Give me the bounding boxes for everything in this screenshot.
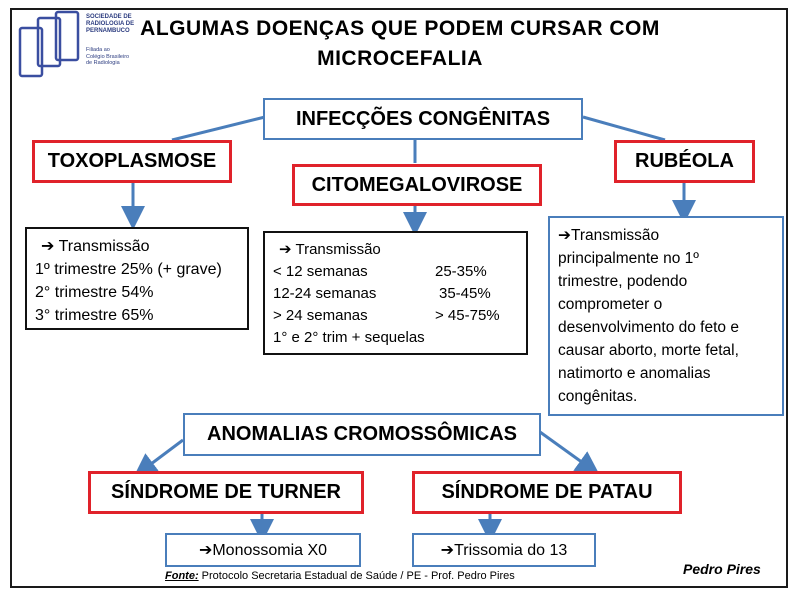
arrow-turner [143,440,183,470]
patau-title-box [412,471,682,514]
rubeola-title-box [614,140,755,183]
logo-sub-line: Filiada ao [86,47,110,53]
arrow-patau [540,432,590,468]
cmv-note: 1° e 2° trim + sequelas [273,329,425,346]
connector-to-toxo [172,117,265,140]
turner-detail: ➔Monossomia X0 [198,542,328,559]
rubeola-line: ➔Transmissão [558,227,660,244]
toxoplasmose-title: TOXOPLASMOSE [47,150,217,172]
infeccoes-header-box [263,98,583,140]
patau-detail: ➔Trissomia do 13 [440,542,568,559]
author-signature: Pedro Pires [683,561,761,577]
toxo-line: 3° trimestre 65% [35,307,154,324]
cmv-row-label: 12-24 semanas [273,285,377,302]
anomalias-header-box [183,413,541,456]
anomalias-header: ANOMALIAS CROMOSSÔMICAS [207,423,517,445]
citomegalovirose-info-box [263,231,528,355]
cmv-row-label: > 24 semanas [273,307,368,324]
rubeola-line: desenvolvimento do feto e [558,319,739,336]
rubeola-line: causar aborto, morte fetal, [558,342,739,359]
rubeola-line: trimestre, podendo [558,273,688,290]
rubeola-line: comprometer o [558,296,663,313]
cmv-row-value: 25-35% [435,263,487,280]
toxo-line: 2° trimestre 54% [35,284,154,301]
rubeola-line: natimorto e anomalias [558,365,711,382]
patau-title: SÍNDROME DE PATAU [441,481,653,503]
citomegalovirose-title: CITOMEGALOVIROSE [311,173,523,196]
logo-org-line: RADIOLOGIA DE [86,21,135,27]
cmv-row-label: < 12 semanas [273,263,368,280]
rubeola-info-box [548,216,784,416]
page-title-line1: ALGUMAS DOENÇAS QUE PODEM CURSAR COM [140,17,660,40]
rubeola-title: RUBÉOLA [635,150,734,172]
cmv-row-value: 35-45% [439,285,491,302]
footer-source-label: Fonte: [165,570,199,582]
turner-title: SÍNDROME DE TURNER [110,481,341,503]
citomegalovirose-title-box [292,164,542,206]
toxoplasmose-info-box [25,227,249,330]
cmv-row-value: > 45-75% [435,307,500,324]
toxo-line: ➔ Transmissão [41,238,150,255]
logo-org-line: SOCIEDADE DE [86,14,132,20]
rubeola-line: principalmente no 1º [558,250,699,267]
logo-sub-line: Colégio Brasileiro [86,53,130,60]
turner-detail-box [165,533,361,567]
footer-source [165,570,625,582]
logo-sub-line: de Radiologia [86,60,120,66]
patau-detail-box [412,533,596,567]
rubeola-line: congênitas. [558,388,638,405]
logo-org-line: PERNAMBUCO [86,28,130,34]
infeccoes-header: INFECÇÕES CONGÊNITAS [295,107,551,130]
cmv-heading: ➔ Transmissão [279,241,381,258]
toxo-line: 1º trimestre 25% (+ grave) [35,261,222,278]
turner-title-box [88,471,364,514]
page-title-line2: MICROCEFALIA [317,47,483,70]
toxoplasmose-title-box [32,140,232,183]
footer-source-text: Protocolo Secretaria Estadual de Saúde / PE - Prof. Pedro Pires [198,570,515,582]
connector-to-rubeola [583,117,665,140]
